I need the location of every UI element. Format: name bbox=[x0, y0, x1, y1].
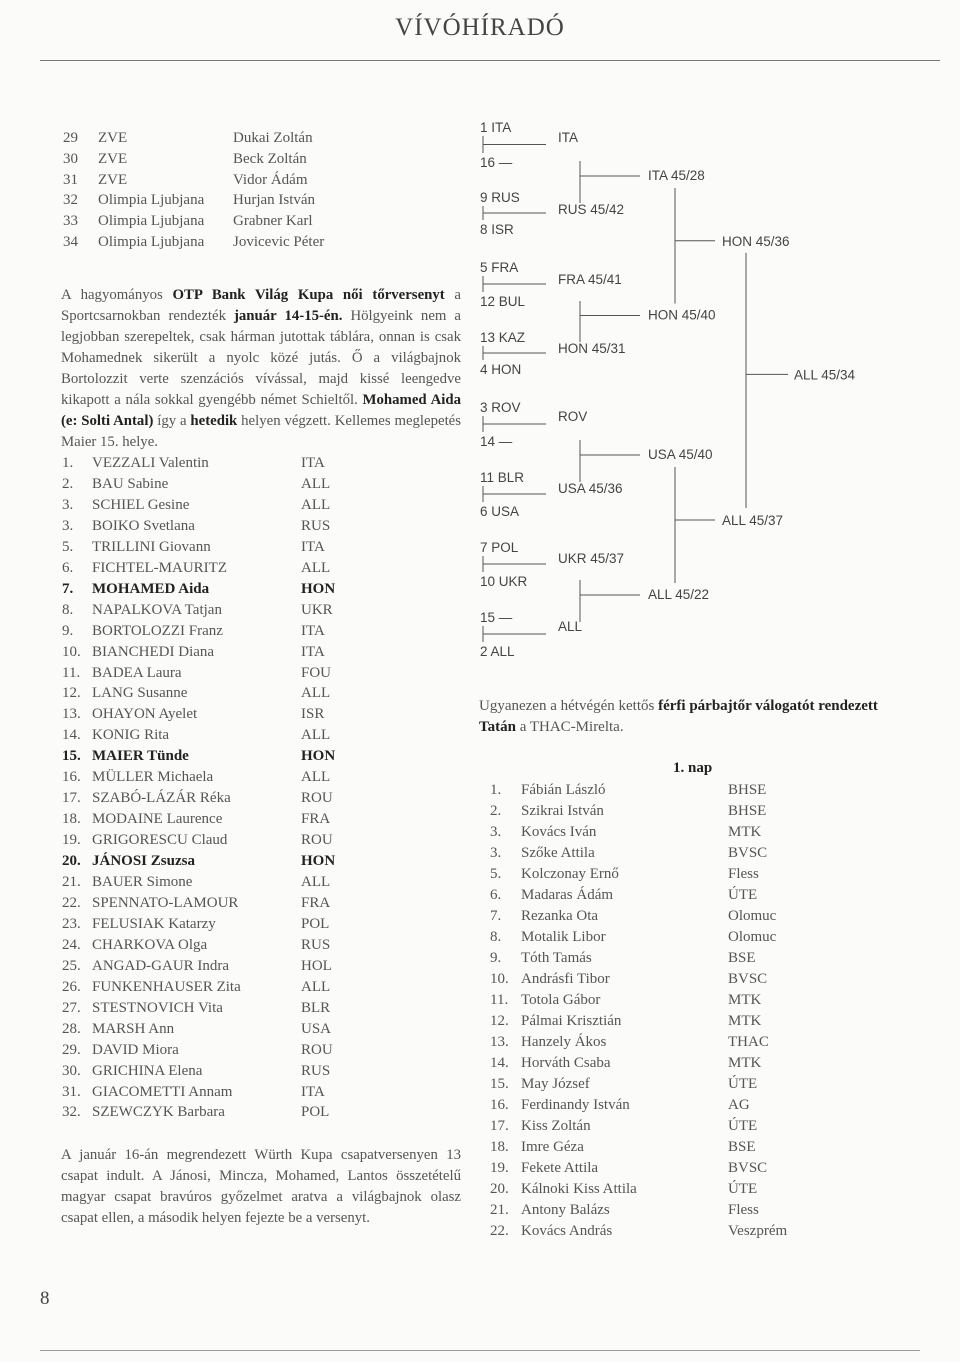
day1-rank: 3. bbox=[490, 824, 502, 840]
result-nation: ITA bbox=[301, 622, 325, 639]
result-rank: 13. bbox=[62, 706, 81, 723]
day1-club: THAC bbox=[728, 1034, 769, 1050]
team-row-club: ZVE bbox=[98, 130, 128, 146]
day1-club: BHSE bbox=[728, 782, 767, 798]
result-rank: 9. bbox=[62, 622, 74, 639]
result-rank: 15. bbox=[62, 748, 81, 765]
team-row-name: Dukai Zoltán bbox=[233, 130, 313, 146]
result-nation: FRA bbox=[301, 894, 331, 911]
result-name: BAU Sabine bbox=[92, 475, 169, 492]
day1-name: Szőke Attila bbox=[521, 845, 595, 861]
day1-rank: 2. bbox=[490, 803, 502, 819]
result-rank: 19. bbox=[62, 832, 81, 849]
day1-name: Kovács Iván bbox=[521, 824, 597, 840]
intro-bold-1: OTP Bank Világ Kupa női tőrversenyt bbox=[172, 287, 445, 303]
day1-rank: 9. bbox=[490, 950, 502, 966]
result-rank: 17. bbox=[62, 790, 81, 807]
intro-text-1: A hagyományos bbox=[61, 287, 173, 303]
bracket-r3-entry: HON 45/40 bbox=[648, 307, 716, 323]
result-rank: 6. bbox=[62, 559, 74, 576]
header-rule bbox=[40, 60, 940, 61]
bracket-r1-entry: 1 ITA bbox=[480, 120, 512, 135]
day1-club: ÚTE bbox=[728, 1118, 758, 1134]
result-nation: ROU bbox=[301, 1041, 333, 1058]
day1-name: Madaras Ádám bbox=[521, 887, 614, 903]
result-rank: 26. bbox=[62, 978, 81, 995]
result-nation: BLR bbox=[301, 999, 331, 1016]
day1-club: ÚTE bbox=[728, 887, 758, 903]
result-rank: 32. bbox=[62, 1104, 81, 1121]
bracket-r4-entry: HON 45/36 bbox=[722, 233, 790, 249]
team-row-number: 29 bbox=[63, 130, 78, 146]
day1-club: BSE bbox=[728, 1139, 756, 1155]
result-name: LANG Susanne bbox=[92, 685, 188, 702]
result-nation: POL bbox=[301, 1104, 330, 1121]
day1-club: ÚTE bbox=[728, 1181, 758, 1197]
tata-paragraph bbox=[479, 696, 899, 738]
day1-name: Kovács András bbox=[521, 1223, 613, 1239]
day1-club: AG bbox=[728, 1097, 750, 1113]
result-name: BADEA Laura bbox=[92, 664, 182, 681]
team-row-club: ZVE bbox=[98, 150, 128, 167]
result-rank: 10. bbox=[62, 643, 81, 660]
day1-name: Fábián László bbox=[521, 782, 606, 798]
day1-rank: 13. bbox=[490, 1034, 509, 1050]
day1-name: Motalik Libor bbox=[521, 929, 606, 945]
bracket-r2-entry: HON 45/31 bbox=[558, 341, 626, 356]
result-rank: 5. bbox=[62, 538, 74, 555]
team-row-name: Vidor Ádám bbox=[233, 171, 308, 188]
result-rank: 2. bbox=[62, 475, 74, 492]
team-row-number: 33 bbox=[63, 213, 78, 230]
result-nation: ALL bbox=[301, 685, 331, 702]
result-name: TRILLINI Giovann bbox=[92, 538, 211, 555]
day1-name: Horváth Csaba bbox=[521, 1055, 611, 1071]
day1-rank: 20. bbox=[490, 1181, 509, 1197]
page-number: 8 bbox=[40, 1288, 50, 1309]
day1-club: BVSC bbox=[728, 971, 768, 987]
result-name: MODAINE Laurence bbox=[92, 811, 223, 828]
intro-text-4: így a bbox=[153, 413, 191, 429]
bracket-r1-entry: 5 FRA bbox=[480, 260, 519, 275]
result-name: GRICHINA Elena bbox=[92, 1062, 203, 1079]
result-nation: FRA bbox=[301, 811, 331, 828]
result-nation: POL bbox=[301, 915, 330, 932]
result-name: JÁNOSI Zsuzsa bbox=[92, 853, 195, 870]
day1-name: Hanzely Ákos bbox=[521, 1034, 607, 1050]
day1-rank: 3. bbox=[490, 845, 502, 861]
intro-text-5: helyen végzett. Kellemes meglepetés Maier 15. helye. bbox=[61, 413, 462, 450]
result-nation: RUS bbox=[301, 936, 331, 953]
bracket-r1-entry: 3 ROV bbox=[480, 400, 521, 415]
result-name: SZABÓ-LÁZÁR Réka bbox=[92, 790, 231, 807]
day1-rank: 21. bbox=[490, 1202, 509, 1218]
result-rank: 20. bbox=[62, 853, 81, 870]
bracket-r1-entry: 14 — bbox=[480, 434, 513, 449]
team-row-club: Olimpia Ljubjana bbox=[98, 213, 205, 230]
result-name: BAUER Simone bbox=[92, 874, 193, 890]
result-rank: 24. bbox=[62, 936, 81, 953]
bracket-r2-entry: ALL bbox=[558, 619, 583, 634]
bracket-r2-entry: UKR 45/37 bbox=[558, 551, 625, 566]
result-name: MARSH Ann bbox=[92, 1020, 175, 1037]
day1-club: MTK bbox=[728, 1013, 762, 1029]
team-row-name: Grabner Karl bbox=[233, 213, 313, 230]
result-name: BORTOLOZZI Franz bbox=[92, 622, 223, 639]
team-row-number: 32 bbox=[63, 192, 78, 209]
result-nation: ITA bbox=[301, 538, 325, 555]
result-name: BIANCHEDI Diana bbox=[92, 643, 215, 660]
day1-rank: 12. bbox=[490, 1013, 509, 1029]
result-rank: 31. bbox=[62, 1083, 81, 1100]
result-rank: 3. bbox=[62, 517, 74, 534]
day1-club: Fless bbox=[728, 1202, 759, 1218]
result-name: FICHTEL-MAURITZ bbox=[92, 559, 227, 576]
result-nation: ALL bbox=[301, 559, 331, 576]
result-nation: ALL bbox=[301, 475, 331, 492]
bracket-r1-entry: 7 POL bbox=[480, 540, 519, 555]
day1-rank: 22. bbox=[490, 1223, 509, 1239]
day1-club: Olomuc bbox=[728, 929, 777, 945]
result-nation: UKR bbox=[301, 601, 333, 618]
day1-rank: 7. bbox=[490, 908, 502, 924]
result-rank: 3. bbox=[62, 496, 74, 513]
footer-rule bbox=[40, 1350, 920, 1351]
intro-bold-2: január 14-15-én. bbox=[233, 308, 343, 324]
result-name: MÜLLER Michaela bbox=[92, 769, 214, 786]
bracket-r1-entry: 8 ISR bbox=[480, 222, 514, 237]
page-header-title: VÍVÓHÍRADÓ bbox=[395, 14, 565, 41]
result-nation: HOL bbox=[301, 957, 332, 974]
bracket-r4-entry: ALL 45/37 bbox=[722, 513, 784, 528]
result-nation: ALL bbox=[301, 727, 331, 744]
day1-name: May József bbox=[521, 1076, 590, 1092]
bracket-r1-entry: 4 HON bbox=[480, 362, 522, 377]
intro-bold-4: hetedik bbox=[190, 413, 238, 429]
bracket-r1-entry: 11 BLR bbox=[480, 470, 525, 485]
bracket-r2-entry: ITA bbox=[558, 130, 578, 145]
result-name: FUNKENHAUSER Zita bbox=[92, 978, 241, 995]
result-rank: 28. bbox=[62, 1020, 81, 1037]
day1-club: MTK bbox=[728, 992, 762, 1008]
result-name: KONIG Rita bbox=[92, 727, 170, 744]
result-nation: FOU bbox=[301, 664, 332, 681]
result-rank: 30. bbox=[62, 1062, 81, 1079]
result-name: ANGAD-GAUR Indra bbox=[92, 957, 230, 974]
day1-club: BHSE bbox=[728, 803, 767, 819]
bracket-r3-entry: ITA 45/28 bbox=[648, 168, 705, 183]
day1-rank: 17. bbox=[490, 1118, 509, 1134]
day1-rank: 18. bbox=[490, 1139, 509, 1155]
result-rank: 23. bbox=[62, 915, 81, 932]
tata-bold: férfi párbajtőr válogatót rendezett Tatán bbox=[479, 698, 878, 735]
tata-text-2: a THAC-Mirelta. bbox=[515, 719, 624, 735]
result-name: SPENNATO-LAMOUR bbox=[92, 894, 239, 911]
bracket-r2-entry: FRA 45/41 bbox=[558, 272, 622, 287]
bracket-r2-entry: RUS 45/42 bbox=[558, 202, 625, 217]
bracket-r1-entry: 10 UKR bbox=[480, 574, 528, 589]
day1-rank: 1. bbox=[490, 782, 502, 798]
day1-club: Veszprém bbox=[728, 1223, 788, 1239]
result-nation: ITA bbox=[301, 1083, 325, 1100]
result-name: DAVID Miora bbox=[92, 1041, 179, 1058]
result-rank: 29. bbox=[62, 1041, 81, 1058]
day1-name: Kálnoki Kiss Attila bbox=[521, 1181, 637, 1197]
result-rank: 18. bbox=[62, 811, 81, 828]
team-row-name: Hurjan István bbox=[233, 192, 316, 209]
result-name: STESTNOVICH Vita bbox=[92, 999, 223, 1016]
intro-paragraph bbox=[61, 285, 461, 453]
result-nation: ALL bbox=[301, 978, 331, 995]
day1-name: Kolczonay Ernő bbox=[521, 866, 619, 882]
day1-rank: 15. bbox=[490, 1076, 509, 1092]
result-nation: ROU bbox=[301, 790, 333, 807]
day1-club: BSE bbox=[728, 950, 756, 966]
result-nation: ALL bbox=[301, 874, 331, 890]
bracket-r1-entry: 13 KAZ bbox=[480, 330, 526, 345]
result-nation: USA bbox=[301, 1020, 332, 1037]
result-name: VEZZALI Valentin bbox=[92, 455, 209, 471]
day1-club: ÚTE bbox=[728, 1076, 758, 1092]
result-rank: 27. bbox=[62, 999, 81, 1016]
result-nation: RUS bbox=[301, 517, 331, 534]
result-name: OHAYON Ayelet bbox=[92, 706, 198, 723]
result-nation: ITA bbox=[301, 643, 325, 660]
result-name: NAPALKOVA Tatjan bbox=[92, 601, 222, 618]
day1-club: MTK bbox=[728, 824, 762, 840]
result-name: FELUSIAK Katarzy bbox=[92, 915, 216, 932]
bracket-r1-entry: 9 RUS bbox=[480, 190, 520, 205]
day1-name: Tóth Tamás bbox=[521, 950, 592, 966]
bracket-final-entry: ALL 45/34 bbox=[794, 367, 856, 383]
result-name: BOIKO Svetlana bbox=[92, 517, 195, 534]
day1-name: Pálmai Krisztián bbox=[521, 1013, 622, 1029]
day-label: 1. nap bbox=[673, 760, 713, 776]
day1-name: Szikrai István bbox=[521, 803, 604, 819]
result-nation: HON bbox=[301, 580, 336, 597]
bracket-r1-entry: 12 BUL bbox=[480, 294, 526, 309]
team-row-name: Beck Zoltán bbox=[233, 150, 307, 167]
day1-name: Fekete Attila bbox=[521, 1160, 599, 1176]
team-row-number: 34 bbox=[63, 234, 78, 250]
day1-club: BVSC bbox=[728, 1160, 768, 1176]
result-rank: 22. bbox=[62, 894, 81, 911]
day1-name: Ferdinandy István bbox=[521, 1097, 630, 1113]
result-rank: 16. bbox=[62, 769, 81, 786]
bracket-r3-entry: USA 45/40 bbox=[648, 447, 713, 462]
team-row-club: Olimpia Ljubjana bbox=[98, 192, 205, 209]
day1-rank: 6. bbox=[490, 887, 502, 903]
bracket-r1-entry: 6 USA bbox=[480, 504, 520, 519]
result-nation: HON bbox=[301, 853, 336, 870]
intro-text-2: a Sportcsarnokban rendezték bbox=[61, 287, 461, 324]
result-nation: ITA bbox=[301, 455, 325, 471]
result-rank: 1. bbox=[62, 455, 74, 471]
day1-name: Andrásfi Tibor bbox=[521, 971, 610, 987]
day1-rank: 5. bbox=[490, 866, 502, 882]
bracket-r1-entry: 16 — bbox=[480, 155, 513, 170]
result-nation: ALL bbox=[301, 769, 331, 786]
result-rank: 25. bbox=[62, 957, 81, 974]
result-rank: 14. bbox=[62, 727, 81, 744]
day1-rank: 8. bbox=[490, 929, 502, 945]
intro-bold-3: Mohamed Aida (e: Solti Antal) bbox=[61, 392, 461, 429]
day1-name: Totola Gábor bbox=[521, 992, 601, 1008]
result-name: GIACOMETTI Annam bbox=[92, 1083, 233, 1100]
result-rank: 7. bbox=[62, 580, 74, 597]
result-nation: HON bbox=[301, 748, 336, 765]
team-row-name: Jovicevic Péter bbox=[233, 234, 325, 250]
result-name: SZEWCZYK Barbara bbox=[92, 1104, 225, 1121]
day1-name: Rezanka Ota bbox=[521, 908, 599, 924]
day1-name: Imre Géza bbox=[521, 1139, 584, 1155]
result-rank: 21. bbox=[62, 874, 81, 890]
result-nation: RUS bbox=[301, 1062, 331, 1079]
bracket-r2-entry: ROV bbox=[558, 409, 588, 424]
intro-text-3: Hölgyeink nem a legjobban szerepeltek, csak hárman jutottak táblára, onnan is csak Mohamednek sikerült a nyolc közé jutás. Ő a világbajnok Bortolozzit verte szenzációs vívással, majd kissé leengedve kikapott a nála sokkal gyengébb német Schieltől. bbox=[61, 308, 461, 408]
result-name: SCHIEL Gesine bbox=[92, 496, 190, 513]
day1-club: MTK bbox=[728, 1055, 762, 1071]
bracket-r2-entry: USA 45/36 bbox=[558, 481, 623, 496]
day1-rank: 19. bbox=[490, 1160, 509, 1176]
team-row-number: 30 bbox=[63, 150, 78, 167]
result-name: MAIER Tünde bbox=[92, 748, 189, 765]
day1-rank: 10. bbox=[490, 971, 509, 987]
day1-rank: 14. bbox=[490, 1055, 509, 1071]
wurth-paragraph: A január 16-án megrendezett Würth Kupa csapatversenyen 13 csapat indult. A Jánosi, Mincza, Mohamed, Lantos összetételű magyar csapat bravúros győzelmet aratva a világbajnok olasz csapat ellen, a második helyen fejezte be a versenyt. bbox=[61, 1147, 461, 1226]
result-rank: 8. bbox=[62, 601, 74, 618]
result-name: CHARKOVA Olga bbox=[92, 936, 208, 953]
result-name: GRIGORESCU Claud bbox=[92, 832, 228, 849]
result-name: MOHAMED Aida bbox=[92, 580, 210, 597]
result-nation: ROU bbox=[301, 832, 333, 849]
day1-club: BVSC bbox=[728, 845, 768, 861]
bracket-r1-entry: 15 — bbox=[480, 610, 513, 625]
result-rank: 12. bbox=[62, 685, 81, 702]
day1-name: Antony Balázs bbox=[521, 1202, 610, 1218]
team-row-club: ZVE bbox=[98, 171, 128, 188]
result-rank: 11. bbox=[62, 664, 81, 681]
team-row-number: 31 bbox=[63, 171, 78, 188]
bracket-r1-entry: 2 ALL bbox=[480, 644, 515, 659]
team-bracket bbox=[470, 112, 860, 662]
day1-rank: 11. bbox=[490, 992, 509, 1008]
day1-club: Olomuc bbox=[728, 908, 777, 924]
bracket-r3-entry: ALL 45/22 bbox=[648, 587, 710, 602]
team-row-club: Olimpia Ljubjana bbox=[98, 234, 205, 250]
day1-name: Kiss Zoltán bbox=[521, 1118, 591, 1134]
result-nation: ALL bbox=[301, 496, 331, 513]
tata-text-1: Ugyanezen a hétvégén kettős bbox=[479, 698, 659, 714]
day1-club: Fless bbox=[728, 866, 759, 882]
day1-rank: 16. bbox=[490, 1097, 509, 1113]
result-nation: ISR bbox=[301, 706, 325, 723]
